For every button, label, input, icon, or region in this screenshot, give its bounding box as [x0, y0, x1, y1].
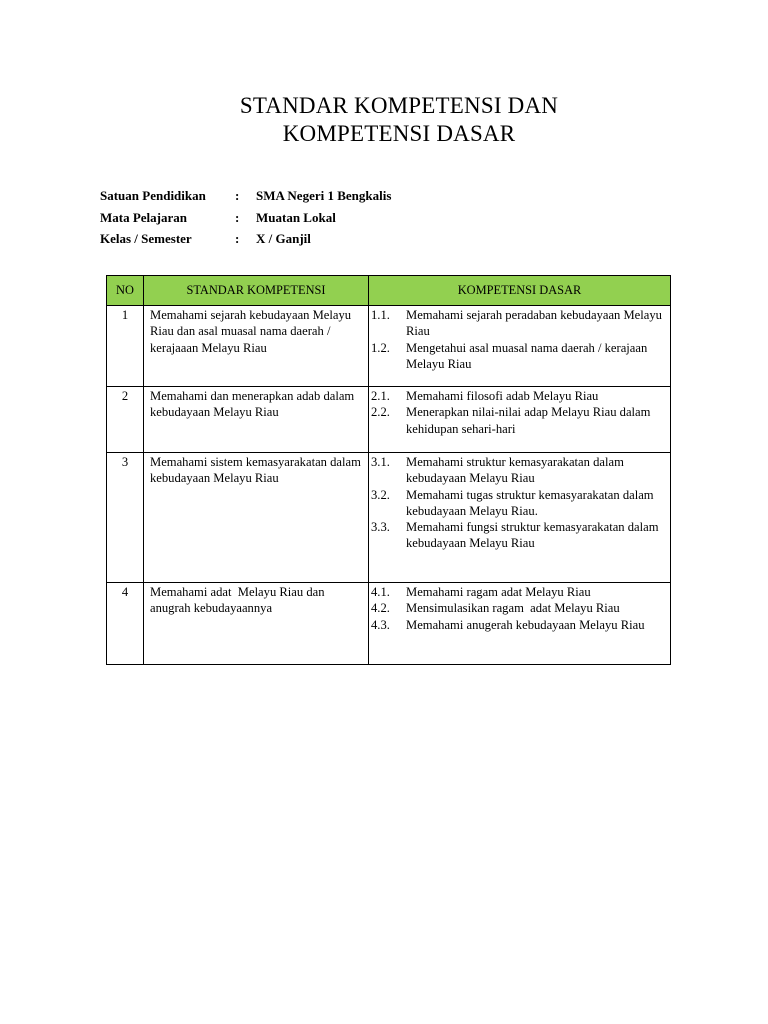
kd-text: Mensimulasikan ragam adat Melayu Riau — [406, 601, 620, 616]
kompetensi-dasar-cell — [369, 453, 671, 583]
kd-item — [371, 340, 666, 373]
document-title — [0, 92, 768, 148]
standar-kompetensi-cell: Memahami adat Melayu Riau dan anugrah kebudayaannya — [144, 583, 369, 665]
kd-number: 2.1. — [371, 389, 390, 403]
table-row — [107, 306, 671, 387]
table-row — [107, 453, 671, 583]
meta-value: X / Ganjil — [256, 231, 311, 246]
kd-number: 3.2. — [371, 487, 390, 502]
kd-number: 4.3. — [371, 617, 390, 632]
kd-number: 2.2. — [371, 405, 390, 420]
header-kompetensi-dasar: KOMPETENSI DASAR — [369, 276, 671, 306]
kd-number: 3.3. — [371, 520, 390, 535]
meta-label: Mata Pelajaran — [100, 209, 188, 225]
kd-number: 3.1. — [371, 455, 390, 469]
meta-value: Muatan Lokal — [256, 209, 336, 225]
kd-item — [371, 487, 666, 520]
kd-item — [371, 600, 666, 616]
meta-colon: : — [235, 188, 240, 203]
kd-text: Memahami tugas struktur kemasyarakatan dalam kebudayaan Melayu Riau. — [406, 487, 654, 518]
kd-text: Memahami filosofi adab Melayu Riau — [406, 389, 599, 403]
table-header-row — [107, 276, 671, 306]
kd-text: Memahami ragam adat Melayu Riau — [406, 585, 591, 599]
kd-text: Memahami fungsi struktur kemasyarakatan dalam kebudayaan Melayu Riau — [406, 520, 659, 551]
row-number: 3 — [107, 453, 144, 583]
table-row — [107, 387, 671, 453]
header-standar-kompetensi: STANDAR KOMPETENSI — [144, 276, 369, 306]
standar-kompetensi-cell: Memahami dan menerapkan adab dalam kebudayaan Melayu Riau — [144, 387, 369, 453]
kd-item — [371, 454, 666, 487]
kd-number: 1.2. — [371, 340, 390, 355]
title-line-2: KOMPETENSI DASAR — [282, 121, 516, 146]
meta-colon: : — [235, 209, 240, 225]
standar-kompetensi-cell: Memahami sejarah kebudayaan Melayu Riau dan asal muasal nama daerah / kerajaaan Melayu Riau — [144, 306, 369, 387]
kd-number: 1.1. — [371, 308, 390, 322]
kd-item — [371, 519, 666, 552]
kd-item — [371, 404, 666, 437]
kompetensi-dasar-cell — [369, 387, 671, 453]
kd-item — [371, 584, 666, 600]
kd-text: Memahami anugerah kebudayaan Melayu Riau — [406, 617, 645, 632]
kd-number: 4.2. — [371, 601, 390, 616]
meta-label: Satuan Pendidikan — [100, 188, 206, 203]
kd-text: Mengetahui asal muasal nama daerah / kerajaan Melayu Riau — [406, 340, 648, 371]
row-number: 2 — [107, 387, 144, 453]
kd-text: Menerapkan nilai-nilai adap Melayu Riau dalam kehidupan sehari-hari — [406, 405, 651, 436]
kd-item — [371, 307, 666, 340]
meta-label: Kelas / Semester — [100, 231, 192, 246]
title-line-1: STANDAR KOMPETENSI DAN — [239, 93, 559, 118]
kompetensi-dasar-cell — [369, 306, 671, 387]
kompetensi-dasar-cell — [369, 583, 671, 665]
header-no: NO — [107, 276, 144, 306]
kd-number: 4.1. — [371, 585, 390, 599]
standar-kompetensi-cell: Memahami sistem kemasyarakatan dalam kebudayaan Melayu Riau — [144, 453, 369, 583]
competency-table — [106, 275, 671, 665]
table-row — [107, 583, 671, 665]
meta-value: SMA Negeri 1 Bengkalis — [256, 188, 392, 203]
row-number: 4 — [107, 583, 144, 665]
kd-item — [371, 617, 666, 633]
kd-text: Memahami sejarah peradaban kebudayaan Melayu Riau — [406, 308, 662, 339]
meta-colon: : — [235, 231, 240, 246]
row-number: 1 — [107, 306, 144, 387]
kd-item — [371, 388, 666, 404]
kd-text: Memahami struktur kemasyarakatan dalam kebudayaan Melayu Riau — [406, 455, 624, 486]
